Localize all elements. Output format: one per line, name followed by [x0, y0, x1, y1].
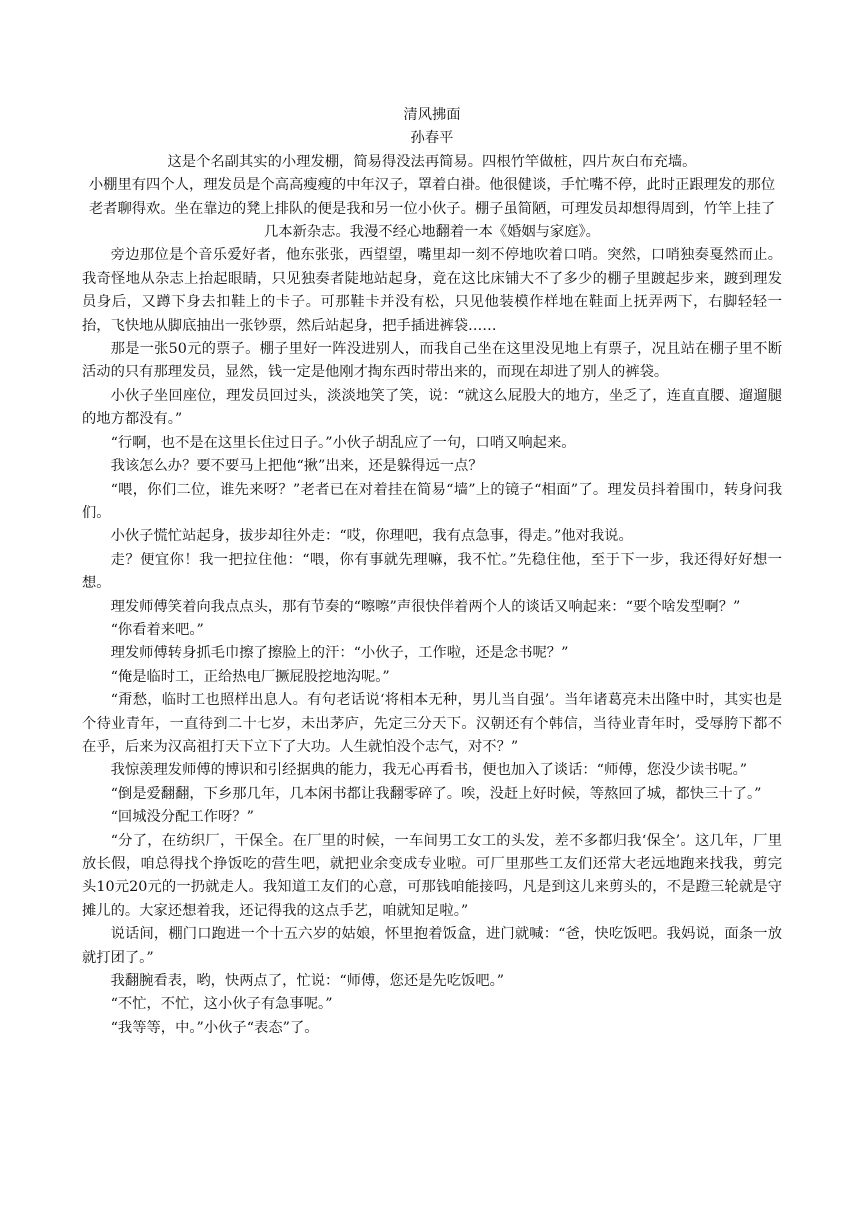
body-paragraph: 旁边那位是个音乐爱好者，他东张张，西望望，嘴里却一刻不停地吹着口哨。突然，口哨独奏戛然而止。我奇怪地从杂志上抬起眼睛，只见独奏者陡地站起身，竟在这比床铺大不了多少的棚子里踱起步来，踱到理发员身后，又蹲下身去扣鞋上的卡子。可那鞋卡并没有松，只见他装模作样地在鞋面上抚弄两下，右脚轻轻一抬，飞快地从脚底抽出一张钞票，然后站起身，把手插进裤袋…… — [82, 247, 782, 334]
body-paragraph: “我等等，中。”小伙子“表态”了。 — [110, 1019, 319, 1036]
body-paragraph: “回城没分配工作呀？” — [110, 809, 254, 826]
body-paragraph: 那是一张50元的票子。棚子里好一阵没进别人，而我自己坐在这里没见地上有票子，况且站在棚子里不断活动的只有那理发员，显然，钱一定是他刚才掏东西时带出来的，而现在却进了别人的裤袋。 — [82, 341, 782, 381]
body-paragraph: 走？便宜你！我一把拉住他：“喂，你有事就先理嘛，我不忙。”先稳住他，至于下一步，我还得好好想一想。 — [82, 551, 782, 592]
body-paragraph: 小伙子慌忙站起身，拔步却往外走：“哎，你理吧，我有点急事，得走。”他对我说。 — [110, 528, 633, 545]
body-paragraph: “倒是爱翻翻，下乡那几年，几本闲书都让我翻零碎了。唉，没赶上好时候，等熬回了城，都快三十了。” — [110, 785, 762, 802]
body-paragraph: 说话间，棚门口跑进一个十五六岁的姑娘，怀里抱着饭盒，进门就喊：“爸，快吃饭吧。我妈说，面条一放就打团了。” — [82, 926, 782, 966]
story-title: 清风拂面 — [403, 107, 461, 123]
body-paragraph: 理发师傅转身抓毛巾擦了擦脸上的汗：“小伙子，工作啦，还是念书呢？” — [110, 645, 569, 662]
body-paragraph: “甭愁，临时工也照样出息人。有句老话说‘将相本无种，男儿当自强’。当年诸葛亮未出隆中时，其实也是个待业青年，一直待到二十七岁，未出茅庐，先定三分天下。汉朝还有个韩信，当待业青年时，受辱胯下都不在乎，后来为汉高祖打天下立下了大功。人生就怕没个志气，对不？” — [82, 692, 782, 755]
body-paragraph: “分了，在纺织厂，干保全。在厂里的时候，一车间男工女工的头发，差不多都归我‘保全’。这几年，厂里放长假，咱总得找个挣饭吃的营生吧，就把业余变成专业啦。可厂里那些工友们还常大老远地跑来找我，剪完头10元20元的一扔就走人。我知道工友们的心意，可那钱咱能接吗，凡是到这儿来剪头的，不是蹬三轮就是守摊儿的。大家还想着我，还记得我的这点手艺，咱就知足啦。” — [82, 832, 782, 919]
body-paragraph: “你看着来吧。” — [110, 621, 204, 638]
body-paragraph: 小伙子坐回座位，理发员回过头，淡淡地笑了笑，说：“就这么屁股大的地方，坐乏了，连直直腰、遛遛腿的地方都没有。” — [82, 387, 782, 428]
author-name: 孙春平 — [410, 130, 454, 147]
document-page — [82, 104, 782, 1040]
body-paragraph: “不忙，不忙，这小伙子有急事呢。” — [110, 996, 333, 1013]
body-paragraph: “行啊，也不是在这里长住过日子。”小伙子胡乱应了一句，口哨又响起来。 — [110, 434, 576, 451]
intro-paragraph-1: 这是个名副其实的小理发棚，简易得没法再简易。四根竹竿做桩，四片灰白布充墙。 — [167, 153, 697, 170]
body-paragraph: 我该怎么办？要不要马上把他“揪”出来，还是躲得远一点？ — [110, 458, 483, 475]
body-paragraph: “俺是临时工，正给热电厂撅屁股挖地沟呢。” — [110, 668, 390, 685]
intro-paragraph-2: 小棚里有四个人，理发员是个高高瘦瘦的中年汉子，罩着白褂。他很健谈，手忙嘴不停，此时正跟理发的那位老者聊得欢。坐在靠边的凳上排队的便是我和另一位小伙子。棚子虽简陋，可理发员却想得周到，竹竿上挂了几本新杂志。我漫不经心地翻着一本《婚姻与家庭》。 — [88, 177, 776, 241]
body-paragraph: 我惊羡理发师傅的博识和引经据典的能力，我无心再看书，便也加入了谈话：“师傅，您没少读书呢。” — [110, 762, 748, 779]
body-paragraph: 我翻腕看表，哟，快两点了，忙说：“师傅，您还是先吃饭吧。” — [110, 973, 505, 990]
body-paragraph: 理发师傅笑着向我点点头，那有节奏的“嚓嚓”声很快伴着两个人的谈话又响起来：“要个啥发型啊？” — [110, 598, 741, 615]
body-paragraph: “喂，你们二位，谁先来呀？”老者已在对着挂在简易“墙”上的镜子“相面”了。理发员抖着围巾，转身问我们。 — [82, 481, 782, 521]
